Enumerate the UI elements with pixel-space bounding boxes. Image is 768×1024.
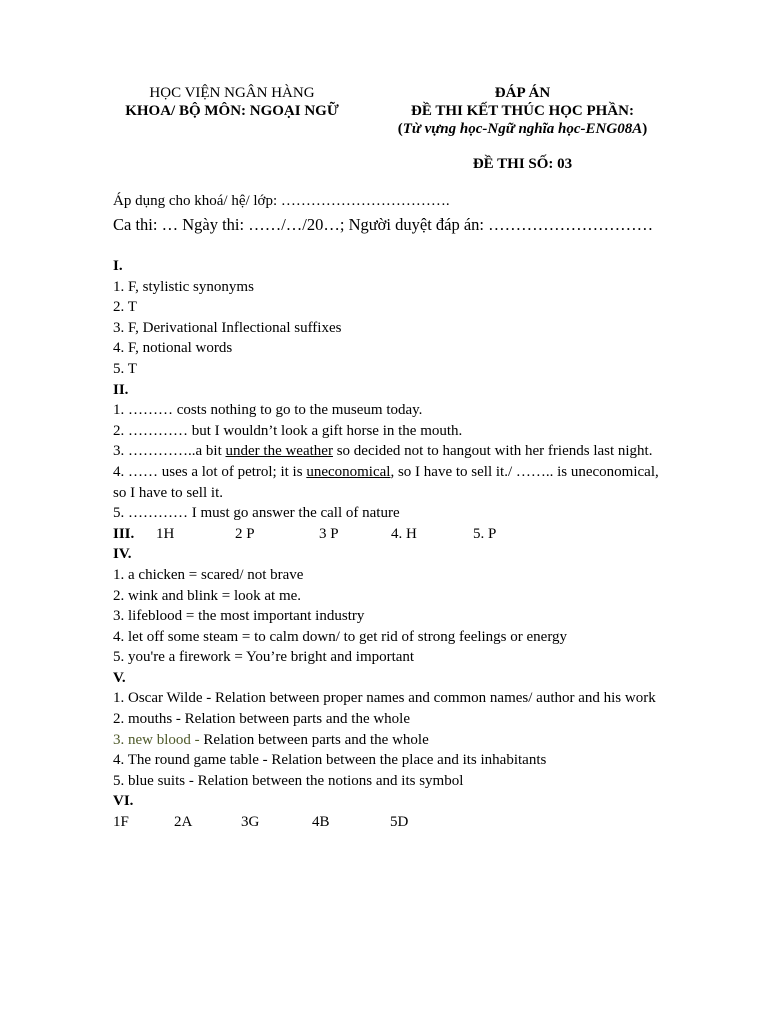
- section-1-item: 4. F, notional words: [113, 340, 233, 357]
- underlined-word: uneconomical: [306, 463, 391, 480]
- session-line: Ca thi: … Ngày thi: ……/…/20…; Người duyệt đáp án: …………………………: [113, 215, 654, 234]
- header-right: [395, 84, 650, 138]
- section-1-item: 1. F, stylistic synonyms: [113, 278, 254, 295]
- section-4-item: 4. let off some steam = to calm down/ to get rid of strong feelings or energy: [113, 628, 568, 645]
- section-6-answer: 5D: [390, 814, 409, 831]
- section-5-item-3-relation: Relation between parts and the whole: [203, 731, 429, 748]
- answer-content: [113, 256, 673, 833]
- course-name: Từ vựng học-Ngữ nghĩa học-ENG08A: [402, 121, 643, 137]
- section-1-item: 2. T: [113, 299, 137, 316]
- section-3-row: [113, 524, 673, 545]
- course-close-paren: ): [642, 121, 648, 137]
- section-1-item: 3. F, Derivational Inflectional suffixes: [113, 319, 342, 336]
- section-4-item: 3. lifeblood = the most important industry: [113, 608, 365, 625]
- section-5-title: V.: [113, 669, 126, 686]
- course-line: [395, 120, 650, 138]
- apply-line: Áp dụng cho khoá/ hệ/ lớp: …………………………….: [113, 193, 450, 209]
- underlined-idiom: under the weather: [225, 443, 333, 460]
- exam-title: ĐỀ THI KẾT THÚC HỌC PHẦN:: [411, 103, 634, 119]
- header-left: [112, 84, 352, 120]
- section-4-title: IV.: [113, 546, 132, 563]
- department-name: KHOA/ BỘ MÔN: NGOẠI NGỮ: [125, 103, 339, 119]
- section-4-item: 1. a chicken = scared/ not brave: [113, 566, 304, 583]
- section-1-item: 5. T: [113, 360, 137, 377]
- section-2-item: 5. ………… I must go answer the call of nature: [113, 505, 400, 522]
- section-5-item: 5. blue suits - Relation between the notions and its symbol: [113, 772, 464, 789]
- section-3-answer: 3 P: [319, 525, 339, 542]
- answer-key-title: ĐÁP ÁN: [494, 85, 551, 101]
- section-2-item: [113, 462, 673, 503]
- section-2-item: [113, 441, 673, 462]
- section-2-title: II.: [113, 381, 129, 398]
- section-3-answer: 5. P: [473, 525, 497, 542]
- section-2-item: 2. ………… but I wouldn’t look a gift horse in the mouth.: [113, 422, 463, 439]
- section-2-item-4-start: 4. …… uses a lot of petrol; it is: [113, 463, 307, 480]
- section-5-item: 4. The round game table - Relation between the place and its inhabitants: [113, 752, 547, 769]
- section-5-item: [113, 730, 673, 751]
- section-6-row: [113, 812, 673, 833]
- section-5-item: 2. mouths - Relation between parts and the whole: [113, 711, 411, 728]
- section-6-title: VI.: [113, 793, 134, 810]
- course-open-paren: (: [397, 121, 403, 137]
- section-6-answer: 1F: [113, 814, 129, 831]
- section-6-answer: 4B: [312, 814, 330, 831]
- institution-name: HỌC VIỆN NGÂN HÀNG: [149, 85, 315, 101]
- exam-number: ĐỀ THI SỐ: 03: [472, 156, 573, 172]
- section-2-item-3-end: so decided not to hangout with her friends last night.: [332, 443, 653, 460]
- section-5-item: 1. Oscar Wilde - Relation between proper names and common names/ author and his work: [113, 690, 656, 707]
- section-6-answer: 2A: [174, 814, 193, 831]
- section-4-item: 5. you're a firework = You’re bright and important: [113, 649, 415, 666]
- section-6-answer: 3G: [241, 814, 260, 831]
- section-2-item: 1. ……… costs nothing to go to the museum today.: [113, 402, 423, 419]
- section-1-title: I.: [113, 258, 123, 274]
- section-2-item-4-end: , so I have to sell it./ …….. is uneconomical, so I have to sell it.: [113, 463, 659, 501]
- section-5-item-3-term: 3. new blood -: [113, 731, 204, 748]
- section-3-title: III.: [113, 525, 135, 542]
- section-3-answer: 2 P: [235, 525, 255, 542]
- section-2-item-3-start: 3. …………..a bit: [113, 443, 226, 460]
- section-4-item: 2. wink and blink = look at me.: [113, 587, 302, 604]
- section-3-answer: 1H: [156, 525, 175, 542]
- section-3-answer: 4. H: [391, 525, 417, 542]
